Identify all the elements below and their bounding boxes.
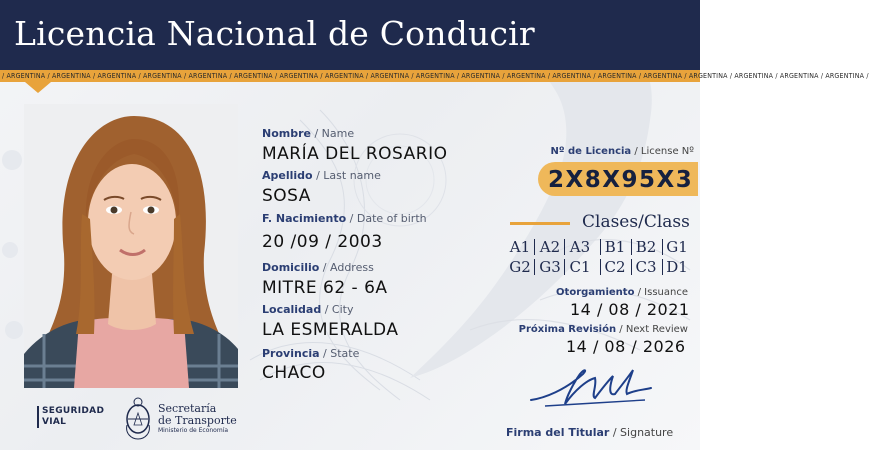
class-separator xyxy=(564,259,565,275)
class-a1: A1 xyxy=(509,238,531,256)
secretaria-line-3: Ministerio de Economía xyxy=(158,427,229,434)
class-a3: A3 xyxy=(569,238,591,256)
review-label xyxy=(500,323,688,336)
class-c1: C1 xyxy=(569,258,591,276)
class-g1: G1 xyxy=(666,238,688,256)
firma-label-en: / Signature xyxy=(609,426,674,439)
clases-accent-line xyxy=(510,222,570,225)
license-number: 2X8X95X3 xyxy=(548,167,694,193)
localidad-value: LA ESMERALDA xyxy=(262,320,399,340)
nombre-value: MARÍA DEL ROSARIO xyxy=(262,144,448,164)
firma-label xyxy=(506,426,673,440)
localidad-label xyxy=(262,303,354,317)
license-label-en: / License Nº xyxy=(631,146,694,157)
class-g2: G2 xyxy=(509,258,531,276)
domicilio-label xyxy=(262,261,374,275)
nombre-label-es: Nombre xyxy=(262,127,311,140)
header-bar xyxy=(0,0,700,70)
apellido-value: SOSA xyxy=(262,186,311,206)
nacimiento-label xyxy=(262,212,427,226)
license-number-label xyxy=(538,145,694,158)
class-b1: B1 xyxy=(604,238,626,256)
class-separator xyxy=(564,239,565,255)
firma-label-es: Firma del Titular xyxy=(506,426,610,439)
class-b2: B2 xyxy=(635,238,657,256)
nombre-label-en: / Name xyxy=(310,127,355,140)
apellido-label xyxy=(262,169,381,183)
secretaria-line-1: Secretaría xyxy=(158,402,217,415)
secretaria-line-2: de Transporte xyxy=(158,414,237,427)
class-a2: A2 xyxy=(539,238,561,256)
apellido-label-en: / Last name xyxy=(312,169,381,182)
class-d1: D1 xyxy=(666,258,688,276)
nombre-label xyxy=(262,127,354,141)
seguridad-text: SEGURIDAD xyxy=(42,406,105,416)
localidad-label-en: / City xyxy=(321,303,354,316)
class-g3: G3 xyxy=(539,258,561,276)
nacimiento-value: 20 /09 / 2003 xyxy=(262,232,383,252)
band-tab xyxy=(25,82,51,93)
provincia-label-en: / State xyxy=(319,347,360,360)
seguridad-vial-logo xyxy=(37,406,104,428)
provincia-label-es: Provincia xyxy=(262,347,320,360)
provincia-label xyxy=(262,347,359,361)
domicilio-label-es: Domicilio xyxy=(262,261,320,274)
signature-image xyxy=(525,360,655,420)
issuance-label-es: Otorgamiento xyxy=(556,287,635,298)
review-label-es: Próxima Revisión xyxy=(518,324,617,335)
license-label-es: Nº de Licencia xyxy=(550,146,632,157)
review-value: 14 / 08 / 2026 xyxy=(566,337,686,356)
issuance-label xyxy=(520,286,688,299)
holder-photo xyxy=(24,104,238,388)
card-title: Licencia Nacional de Conducir xyxy=(14,14,535,53)
review-label-en: / Next Review xyxy=(616,324,688,335)
nacimiento-label-en: / Date of birth xyxy=(346,212,427,225)
class-c3: C3 xyxy=(635,258,657,276)
argentina-band xyxy=(0,70,869,82)
issuance-value: 14 / 08 / 2021 xyxy=(570,300,690,319)
class-c2: C2 xyxy=(604,258,626,276)
band-text: / ARGENTINA / ARGENTINA / ARGENTINA / ARGENTINA / ARGENTINA / ARGENTINA / ARGENTINA / ARGENTINA / ARGENTINA / ARGENTINA / ARGENTINA / ARGENTINA / ARGENTINA / ARGENTINA / ARGENTINA / ARGENTINA / ARGENTINA / ARGENTINA / ARGENTINA / xyxy=(2,72,869,80)
domicilio-label-en: / Address xyxy=(319,261,374,274)
localidad-label-es: Localidad xyxy=(262,303,322,316)
nacimiento-label-es: F. Nacimiento xyxy=(262,212,347,225)
apellido-label-es: Apellido xyxy=(262,169,313,182)
issuance-label-en: / Issuance xyxy=(634,287,688,298)
provincia-value: CHACO xyxy=(262,363,326,383)
clases-title: Clases/Class xyxy=(582,212,690,232)
national-seal-icon xyxy=(123,395,153,441)
class-separator xyxy=(534,239,535,255)
class-separator xyxy=(534,259,535,275)
domicilio-value: MITRE 62 - 6A xyxy=(262,278,388,298)
vial-text: VIAL xyxy=(42,417,67,427)
